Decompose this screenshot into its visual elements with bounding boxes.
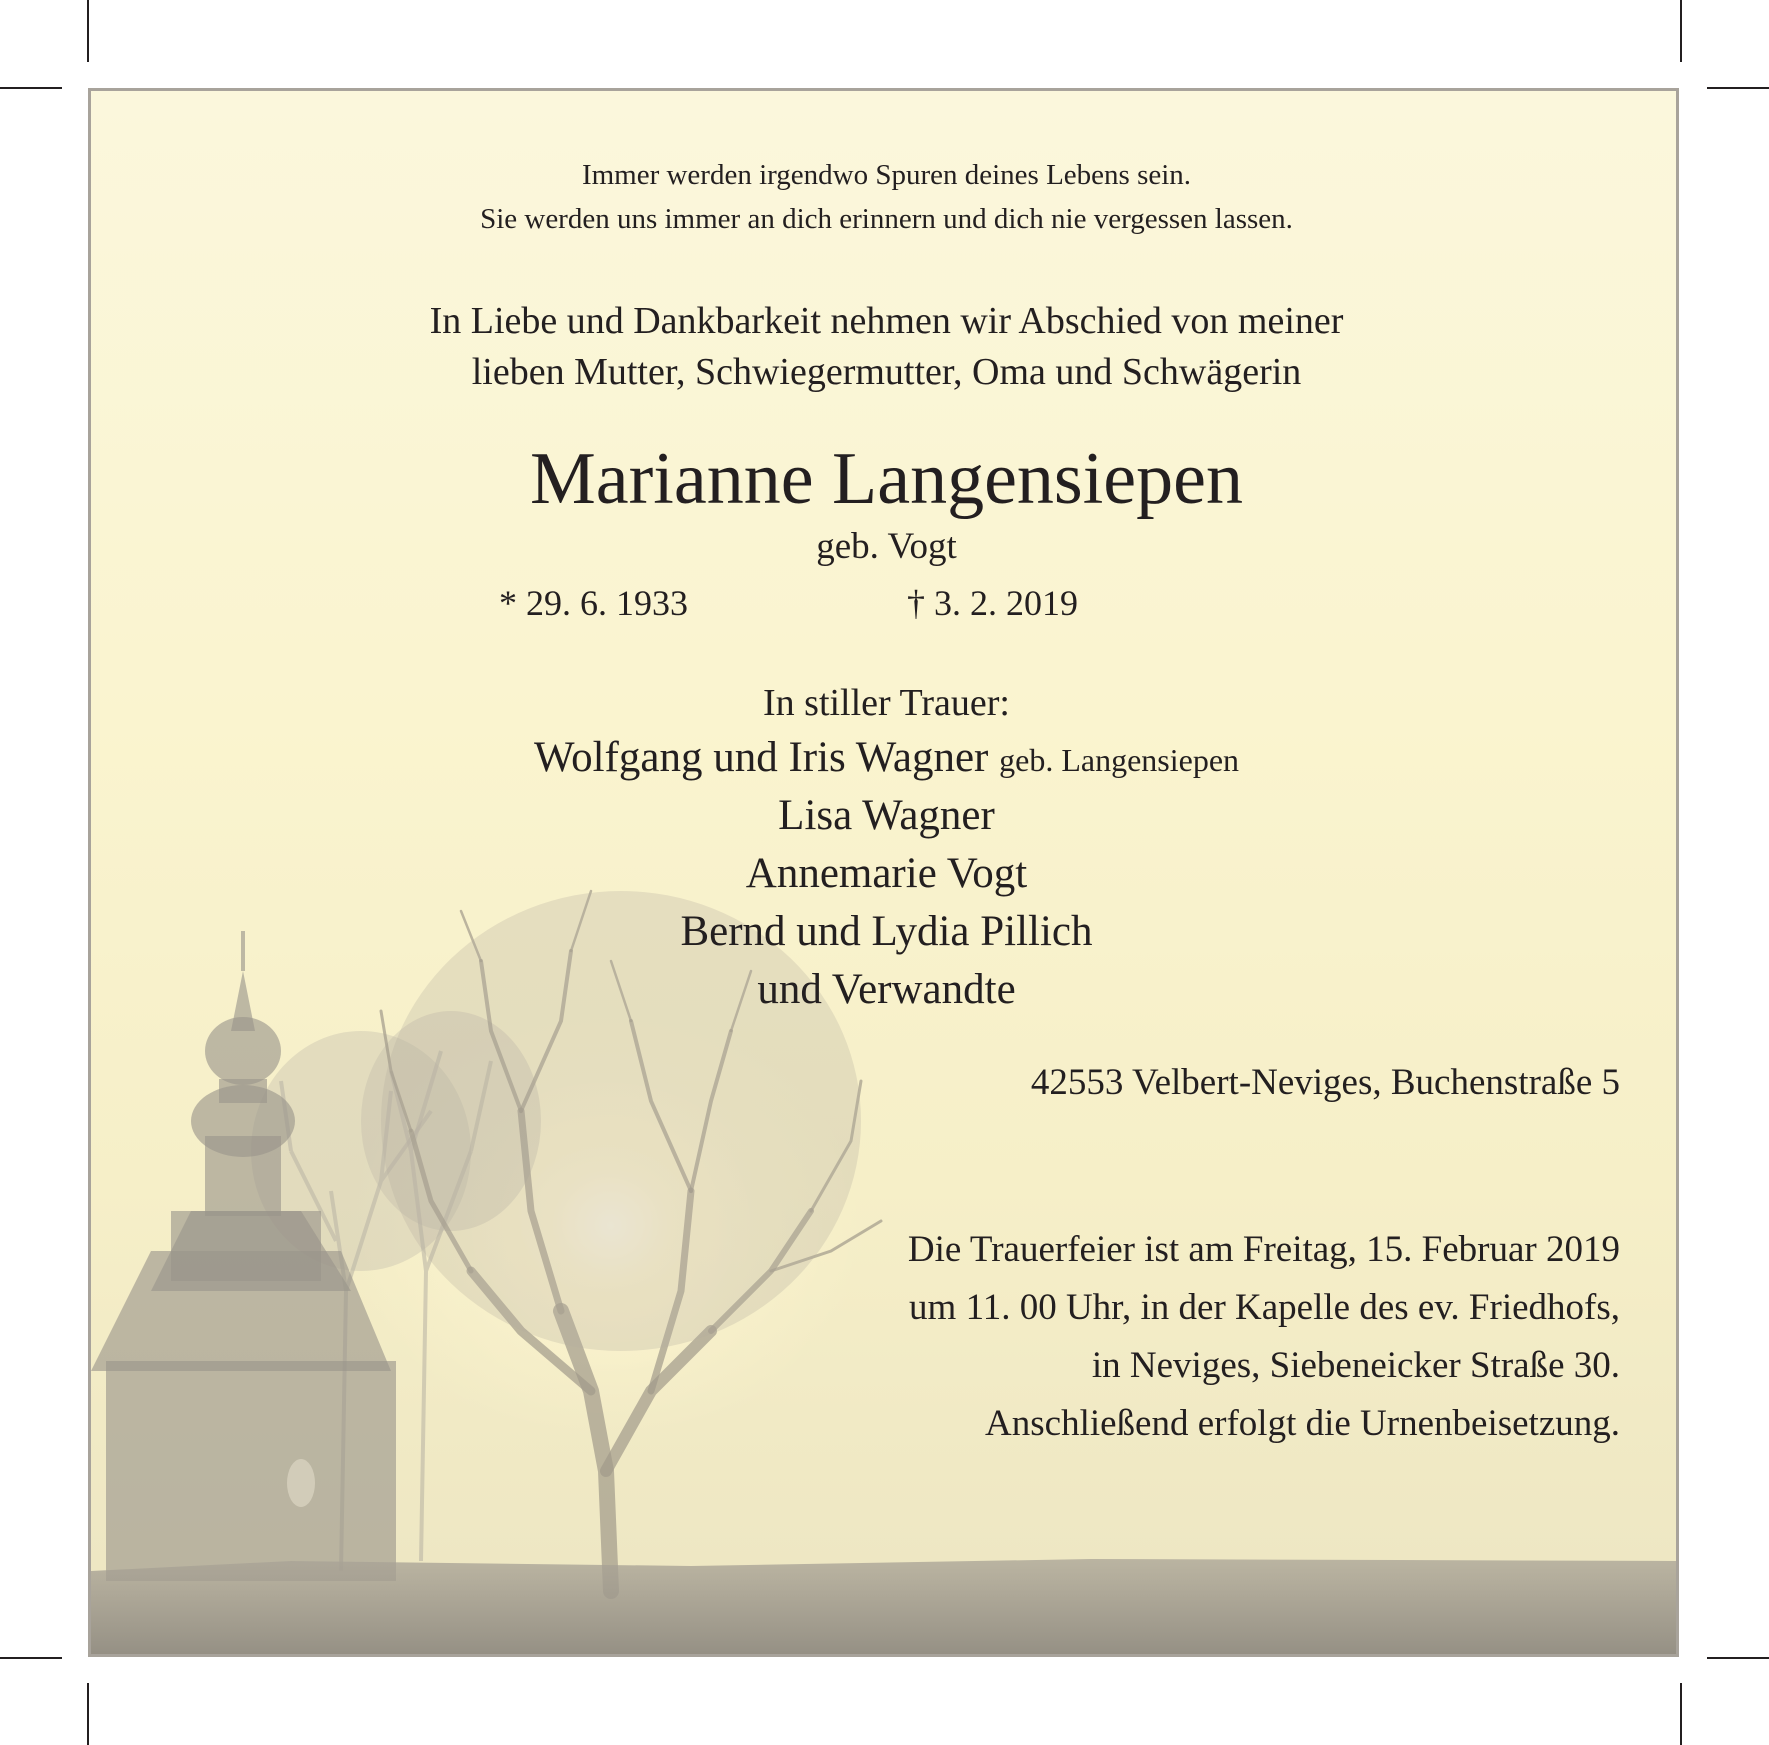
birth-date: * 29. 6. 1933	[499, 583, 688, 623]
family-member	[91, 845, 1679, 903]
family-member-note: geb. Langensiepen	[999, 742, 1240, 778]
family-member-name: Bernd und Lydia Pillich	[680, 908, 1093, 955]
intro-line-1: In Liebe und Dankbarkeit nehmen wir Abschied von meiner	[429, 300, 1344, 342]
mourner-address: 42553 Velbert-Neviges, Buchenstraße 5	[1030, 1062, 1620, 1103]
crop-mark-top-right-vertical	[1680, 0, 1682, 62]
family-member-name: Lisa Wagner	[778, 792, 995, 839]
obituary-card	[88, 88, 1679, 1657]
ceremony-line-4: Anschließend erfolgt die Urnenbeisetzung.	[985, 1403, 1620, 1444]
ceremony-line-1: Die Trauerfeier ist am Freitag, 15. Februar 2019	[907, 1229, 1620, 1270]
crop-mark-top-left-vertical	[87, 0, 89, 62]
family-member	[91, 729, 1679, 789]
family-member-name: und Verwandte	[757, 966, 1016, 1013]
family-member	[91, 787, 1679, 845]
crop-mark-bottom-left-vertical	[87, 1683, 89, 1745]
maiden-name: geb. Vogt	[816, 526, 957, 567]
crop-mark-bottom-right-vertical	[1680, 1683, 1682, 1745]
motto-line-2: Sie werden uns immer an dich erinnern und dich nie vergessen lassen.	[480, 203, 1293, 235]
death-date: † 3. 2. 2019	[907, 583, 1078, 623]
family-member-name: Wolfgang und Iris Wagner	[533, 734, 989, 781]
family-member	[91, 903, 1679, 961]
mourning-heading: In stiller Trauer:	[763, 682, 1010, 724]
crop-mark-top-left-horizontal	[0, 87, 62, 89]
ceremony-line-2: um 11. 00 Uhr, in der Kapelle des ev. Friedhofs,	[909, 1287, 1620, 1328]
intro-line-2: lieben Mutter, Schwiegermutter, Oma und Schwägerin	[471, 351, 1302, 393]
crop-mark-bottom-left-horizontal	[0, 1657, 62, 1659]
ceremony-line-3: in Neviges, Siebeneicker Straße 30.	[1091, 1345, 1620, 1386]
family-member	[91, 961, 1679, 1019]
family-member-name: Annemarie Vogt	[745, 850, 1028, 897]
deceased-name: Marianne Langensiepen	[530, 438, 1243, 520]
motto-line-1: Immer werden irgendwo Spuren deines Lebens sein.	[581, 159, 1192, 191]
crop-mark-bottom-right-horizontal	[1707, 1657, 1769, 1659]
crop-mark-top-right-horizontal	[1707, 87, 1769, 89]
